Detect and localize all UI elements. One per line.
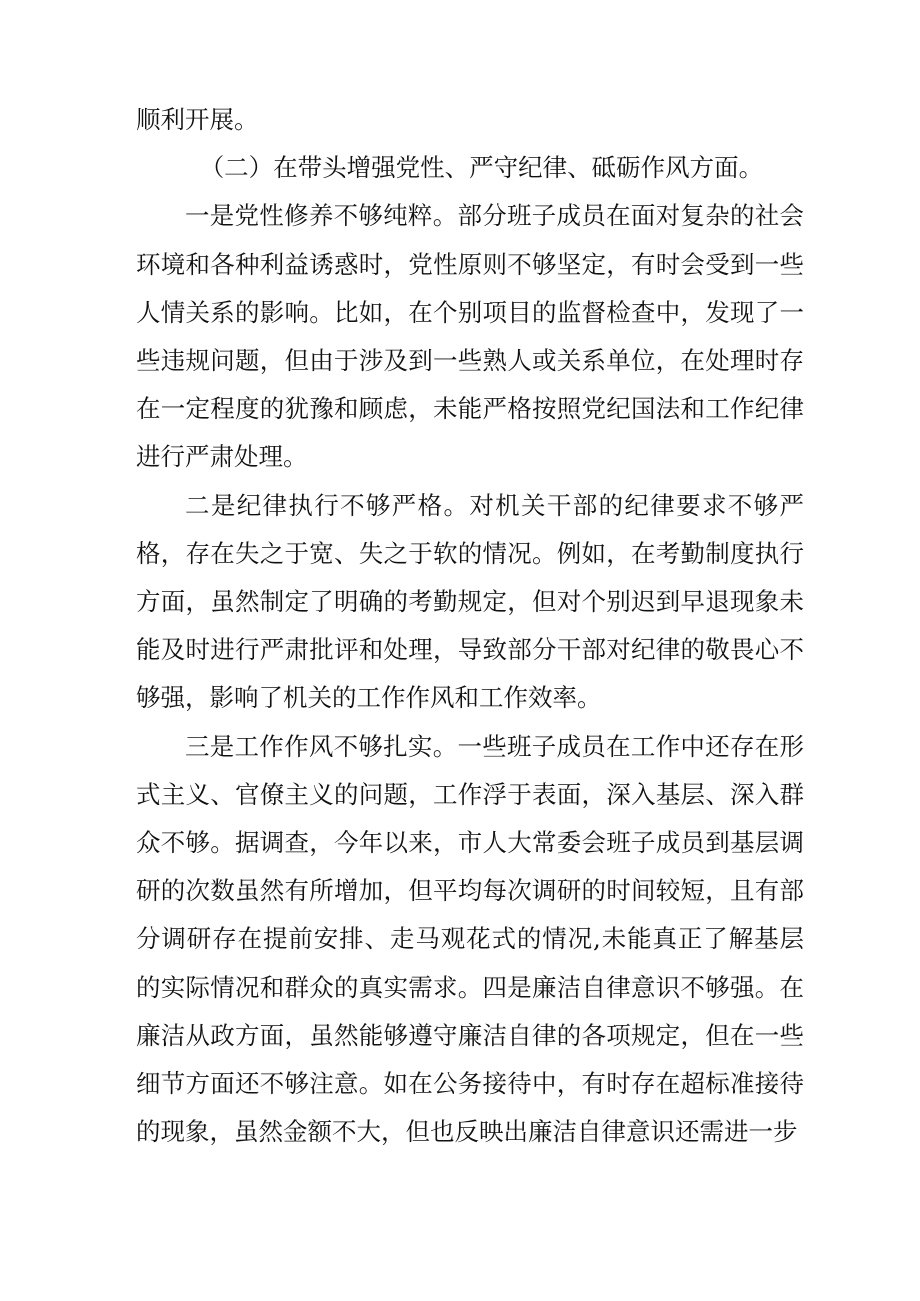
paragraph-party-spirit: 一是党性修养不够纯粹。部分班子成员在面对复杂的社会环境和各种利益诱惑时，党性原则不够坚定，有时会受到一些人情关系的影响。比如，在个别项目的监督检查中，发现了一些违规问题，但由于涉及到一些熟人或关系单位，在处理时存在一定程度的犹豫和顾虑，未能严格按照党纪国法和工作纪律进行严肃处理。 [136,201,804,472]
paragraph-continuation: 顺利开展。 [136,105,259,134]
document-body [136,96,804,1156]
section-heading: （二）在带头增强党性、严守纪律、砥砺作风方面。 [199,153,764,183]
paragraph-work-style: 三是工作作风不够扎实。一些班子成员在工作中还存在形式主义、官僚主义的问题，工作浮于表面，深入基层、深入群众不够。据调查，今年以来，市人大常委会班子成员到基层调研的次数虽然有所增加，但平均每次调研的时间较短，且有部分调研存在提前安排、走马观花式的情况,未能真正了解基层的实际情况和群众的真实需求。四是廉洁自律意识不够强。在廉洁从政方面，虽然能够遵守廉洁自律的各项规定，但在一些细节方面还不够注意。如在公务接待中，有时存在超标准接待的现象，虽然金额不大，但也反映出廉洁自律意识还需进一步 [136,731,804,1147]
paragraph-discipline: 二是纪律执行不够严格。对机关干部的纪律要求不够严格，存在失之于宽、失之于软的情况。例如，在考勤制度执行方面，虽然制定了明确的考勤规定，但对个别迟到早退现象未能及时进行严肃批评和处理，导致部分干部对纪律的敬畏心不够强，影响了机关的工作作风和工作效率。 [136,490,804,713]
